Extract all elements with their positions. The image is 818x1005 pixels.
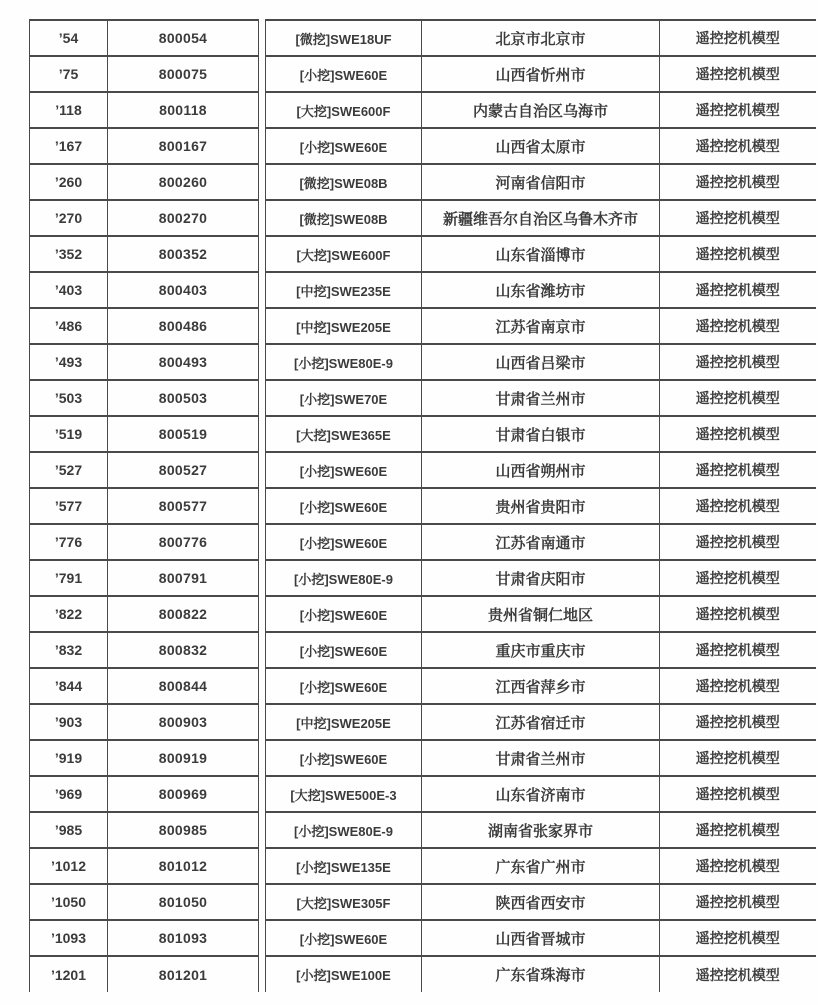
table-row <box>266 380 816 416</box>
table-row <box>30 416 259 452</box>
location-cell: 河南省信阳市 <box>422 164 660 200</box>
table-row <box>266 164 816 200</box>
serial-cell: ’118 <box>30 92 108 128</box>
serial-cell: ’844 <box>30 668 108 704</box>
serial-code-table <box>29 19 259 992</box>
table-row <box>30 164 259 200</box>
serial-cell: ’577 <box>30 488 108 524</box>
code-cell: 800503 <box>108 380 259 416</box>
category-cell: 遥控挖机模型 <box>660 596 816 632</box>
serial-cell: ’1050 <box>30 884 108 920</box>
table-row <box>266 128 816 164</box>
code-cell: 800167 <box>108 128 259 164</box>
table-row <box>30 956 259 992</box>
code-cell: 800075 <box>108 56 259 92</box>
serial-cell: ’1012 <box>30 848 108 884</box>
location-cell: 甘肃省兰州市 <box>422 380 660 416</box>
location-cell: 山西省忻州市 <box>422 56 660 92</box>
table-row <box>266 560 816 596</box>
table-row <box>266 416 816 452</box>
code-cell: 800832 <box>108 632 259 668</box>
location-cell: 山西省吕梁市 <box>422 344 660 380</box>
location-cell: 山西省太原市 <box>422 128 660 164</box>
category-cell: 遥控挖机模型 <box>660 632 816 668</box>
location-cell: 山西省晋城市 <box>422 920 660 956</box>
table-row <box>266 200 816 236</box>
model-cell: [小挖]SWE60E <box>266 488 422 524</box>
table-row <box>30 632 259 668</box>
serial-cell: ’75 <box>30 56 108 92</box>
serial-cell: ’403 <box>30 272 108 308</box>
model-cell: [中挖]SWE205E <box>266 308 422 344</box>
location-cell: 湖南省张家界市 <box>422 812 660 848</box>
table-row <box>266 488 816 524</box>
serial-cell: ’791 <box>30 560 108 596</box>
serial-cell: ’969 <box>30 776 108 812</box>
model-cell: [大挖]SWE365E <box>266 416 422 452</box>
category-cell: 遥控挖机模型 <box>660 560 816 596</box>
serial-cell: ’486 <box>30 308 108 344</box>
model-cell: [大挖]SWE600F <box>266 236 422 272</box>
serial-code-table-body <box>30 20 259 992</box>
code-cell: 800791 <box>108 560 259 596</box>
serial-cell: ’54 <box>30 20 108 56</box>
table-row <box>266 272 816 308</box>
serial-cell: ’519 <box>30 416 108 452</box>
category-cell: 遥控挖机模型 <box>660 740 816 776</box>
model-cell: [中挖]SWE205E <box>266 704 422 740</box>
table-row <box>30 920 259 956</box>
location-cell: 陕西省西安市 <box>422 884 660 920</box>
model-cell: [小挖]SWE80E-9 <box>266 812 422 848</box>
category-cell: 遥控挖机模型 <box>660 452 816 488</box>
serial-cell: ’1093 <box>30 920 108 956</box>
location-cell: 甘肃省庆阳市 <box>422 560 660 596</box>
location-cell: 甘肃省兰州市 <box>422 740 660 776</box>
table-row <box>266 848 816 884</box>
table-row <box>266 596 816 632</box>
table-row <box>266 308 816 344</box>
category-cell: 遥控挖机模型 <box>660 704 816 740</box>
table-row <box>30 668 259 704</box>
table-row <box>30 20 259 56</box>
category-cell: 遥控挖机模型 <box>660 956 816 992</box>
location-cell: 重庆市重庆市 <box>422 632 660 668</box>
model-cell: [小挖]SWE60E <box>266 632 422 668</box>
table-row <box>266 668 816 704</box>
code-cell: 800919 <box>108 740 259 776</box>
table-row <box>30 344 259 380</box>
code-cell: 800822 <box>108 596 259 632</box>
code-cell: 800486 <box>108 308 259 344</box>
table-row <box>30 524 259 560</box>
serial-cell: ’832 <box>30 632 108 668</box>
category-cell: 遥控挖机模型 <box>660 92 816 128</box>
serial-cell: ’919 <box>30 740 108 776</box>
table-row <box>30 236 259 272</box>
model-cell: [小挖]SWE60E <box>266 668 422 704</box>
category-cell: 遥控挖机模型 <box>660 272 816 308</box>
location-cell: 广东省珠海市 <box>422 956 660 992</box>
category-cell: 遥控挖机模型 <box>660 56 816 92</box>
model-cell: [大挖]SWE500E-3 <box>266 776 422 812</box>
location-cell: 山东省潍坊市 <box>422 272 660 308</box>
category-cell: 遥控挖机模型 <box>660 20 816 56</box>
table-row <box>30 704 259 740</box>
location-cell: 新疆维吾尔自治区乌鲁木齐市 <box>422 200 660 236</box>
location-cell: 山西省朔州市 <box>422 452 660 488</box>
code-cell: 801050 <box>108 884 259 920</box>
serial-cell: ’985 <box>30 812 108 848</box>
table-row <box>30 308 259 344</box>
code-cell: 800270 <box>108 200 259 236</box>
table-row <box>266 884 816 920</box>
category-cell: 遥控挖机模型 <box>660 128 816 164</box>
table-row <box>30 56 259 92</box>
serial-cell: ’903 <box>30 704 108 740</box>
location-cell: 内蒙古自治区乌海市 <box>422 92 660 128</box>
serial-cell: ’270 <box>30 200 108 236</box>
table-row <box>30 272 259 308</box>
category-cell: 遥控挖机模型 <box>660 884 816 920</box>
table-row <box>266 812 816 848</box>
model-cell: [小挖]SWE100E <box>266 956 422 992</box>
code-cell: 800403 <box>108 272 259 308</box>
code-cell: 800493 <box>108 344 259 380</box>
model-cell: [小挖]SWE80E-9 <box>266 344 422 380</box>
table-row <box>30 848 259 884</box>
location-cell: 江苏省南京市 <box>422 308 660 344</box>
category-cell: 遥控挖机模型 <box>660 200 816 236</box>
table-row <box>30 128 259 164</box>
table-row <box>30 740 259 776</box>
category-cell: 遥控挖机模型 <box>660 164 816 200</box>
model-cell: [大挖]SWE305F <box>266 884 422 920</box>
model-cell: [小挖]SWE60E <box>266 452 422 488</box>
code-cell: 801201 <box>108 956 259 992</box>
model-cell: [微挖]SWE08B <box>266 200 422 236</box>
category-cell: 遥控挖机模型 <box>660 920 816 956</box>
model-cell: [小挖]SWE80E-9 <box>266 560 422 596</box>
table-row <box>30 380 259 416</box>
category-cell: 遥控挖机模型 <box>660 236 816 272</box>
serial-cell: ’260 <box>30 164 108 200</box>
model-cell: [小挖]SWE60E <box>266 920 422 956</box>
table-row <box>266 632 816 668</box>
table-row <box>266 344 816 380</box>
table-row <box>30 488 259 524</box>
table-row <box>266 452 816 488</box>
code-cell: 801093 <box>108 920 259 956</box>
location-cell: 贵州省铜仁地区 <box>422 596 660 632</box>
table-row <box>266 776 816 812</box>
model-cell: [小挖]SWE135E <box>266 848 422 884</box>
serial-cell: ’352 <box>30 236 108 272</box>
table-row <box>266 740 816 776</box>
model-cell: [微挖]SWE08B <box>266 164 422 200</box>
location-cell: 广东省广州市 <box>422 848 660 884</box>
serial-cell: ’776 <box>30 524 108 560</box>
serial-cell: ’1201 <box>30 956 108 992</box>
table-row <box>30 776 259 812</box>
table-row <box>30 596 259 632</box>
model-cell: [小挖]SWE60E <box>266 596 422 632</box>
table-row <box>266 92 816 128</box>
table-row <box>30 92 259 128</box>
location-cell: 甘肃省白银市 <box>422 416 660 452</box>
serial-cell: ’167 <box>30 128 108 164</box>
code-cell: 800118 <box>108 92 259 128</box>
location-cell: 江苏省宿迁市 <box>422 704 660 740</box>
serial-cell: ’527 <box>30 452 108 488</box>
table-row <box>266 956 816 992</box>
category-cell: 遥控挖机模型 <box>660 668 816 704</box>
table-row <box>30 560 259 596</box>
location-cell: 贵州省贵阳市 <box>422 488 660 524</box>
model-cell: [小挖]SWE70E <box>266 380 422 416</box>
code-cell: 800903 <box>108 704 259 740</box>
category-cell: 遥控挖机模型 <box>660 524 816 560</box>
model-cell: [小挖]SWE60E <box>266 128 422 164</box>
serial-cell: ’822 <box>30 596 108 632</box>
category-cell: 遥控挖机模型 <box>660 848 816 884</box>
table-row <box>30 812 259 848</box>
model-cell: [小挖]SWE60E <box>266 740 422 776</box>
code-cell: 800985 <box>108 812 259 848</box>
category-cell: 遥控挖机模型 <box>660 380 816 416</box>
table-row <box>266 920 816 956</box>
location-cell: 山东省淄博市 <box>422 236 660 272</box>
code-cell: 800527 <box>108 452 259 488</box>
table-row <box>266 20 816 56</box>
category-cell: 遥控挖机模型 <box>660 812 816 848</box>
category-cell: 遥控挖机模型 <box>660 308 816 344</box>
code-cell: 800054 <box>108 20 259 56</box>
table-row <box>266 704 816 740</box>
table-row <box>266 524 816 560</box>
location-cell: 北京市北京市 <box>422 20 660 56</box>
code-cell: 800260 <box>108 164 259 200</box>
table-row <box>30 200 259 236</box>
code-cell: 801012 <box>108 848 259 884</box>
category-cell: 遥控挖机模型 <box>660 776 816 812</box>
code-cell: 800352 <box>108 236 259 272</box>
serial-cell: ’493 <box>30 344 108 380</box>
model-location-table <box>265 19 816 992</box>
model-cell: [小挖]SWE60E <box>266 524 422 560</box>
code-cell: 800776 <box>108 524 259 560</box>
model-location-table-body <box>266 20 816 992</box>
location-cell: 山东省济南市 <box>422 776 660 812</box>
category-cell: 遥控挖机模型 <box>660 488 816 524</box>
code-cell: 800969 <box>108 776 259 812</box>
table-row <box>30 452 259 488</box>
model-cell: [小挖]SWE60E <box>266 56 422 92</box>
model-cell: [大挖]SWE600F <box>266 92 422 128</box>
table-row <box>30 884 259 920</box>
category-cell: 遥控挖机模型 <box>660 416 816 452</box>
serial-cell: ’503 <box>30 380 108 416</box>
location-cell: 江苏省南通市 <box>422 524 660 560</box>
code-cell: 800844 <box>108 668 259 704</box>
model-cell: [中挖]SWE235E <box>266 272 422 308</box>
table-row <box>266 236 816 272</box>
code-cell: 800577 <box>108 488 259 524</box>
table-row <box>266 56 816 92</box>
category-cell: 遥控挖机模型 <box>660 344 816 380</box>
code-cell: 800519 <box>108 416 259 452</box>
location-cell: 江西省萍乡市 <box>422 668 660 704</box>
model-cell: [微挖]SWE18UF <box>266 20 422 56</box>
